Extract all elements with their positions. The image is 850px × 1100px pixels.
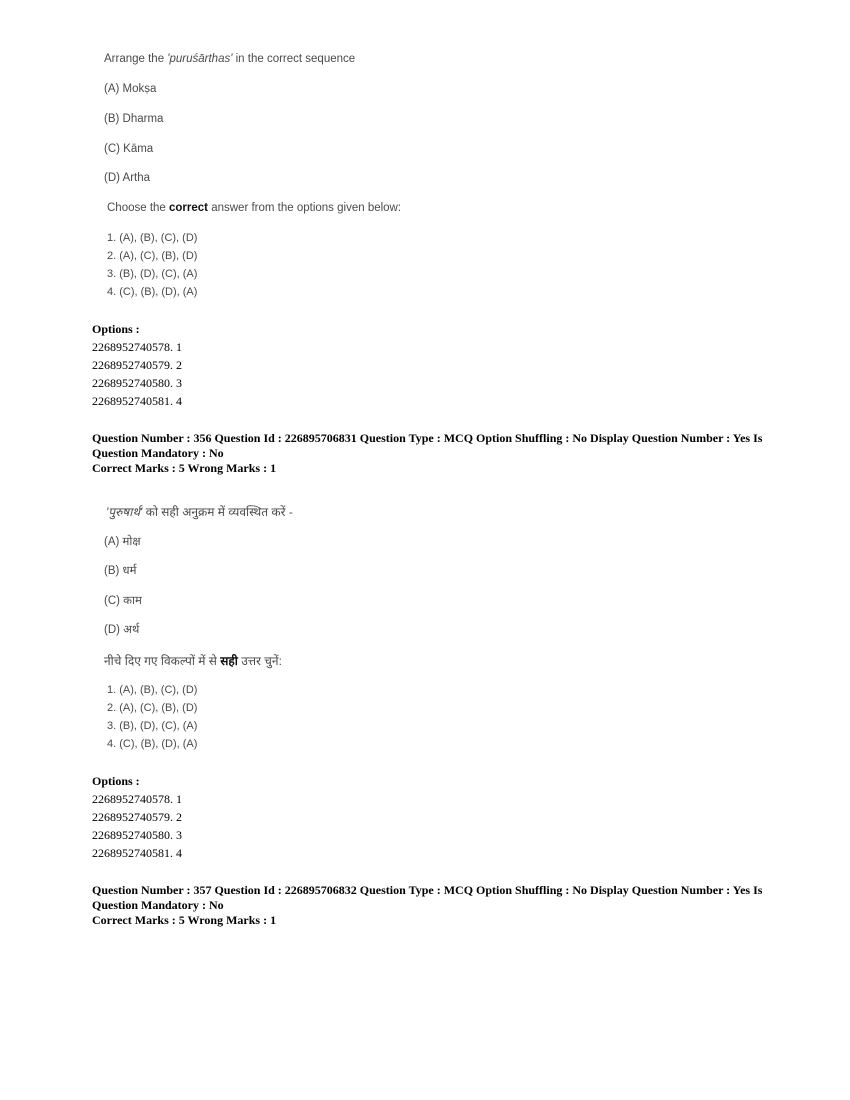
question-357-marks: Correct Marks : 5 Wrong Marks : 1: [92, 913, 277, 927]
option-code-4: 2268952740581. 4: [92, 846, 182, 860]
choice-1: 1. (A), (B), (C), (D): [107, 684, 198, 696]
question-355-item-d: (D) Artha: [104, 172, 151, 184]
question-356-item-a: (A) मोक्ष: [104, 536, 141, 548]
question-356-item-c: (C) काम: [104, 595, 142, 607]
question-356-item-b: (B) धर्म: [104, 565, 137, 577]
option-code-3: 2268952740580. 3: [92, 828, 182, 842]
question-356-options-label: Options :: [92, 774, 140, 788]
question-356-choices: [107, 681, 197, 753]
question-356-instruction: नीचे दिए गए विकल्पों में से सही उत्तर चुनें:: [104, 654, 282, 668]
choice-1: 1. (A), (B), (C), (D): [107, 232, 198, 244]
question-355-choices: [107, 229, 197, 301]
option-code-1: 2268952740578. 1: [92, 340, 182, 354]
choice-2: 2. (A), (C), (B), (D): [107, 702, 198, 714]
choice-3: 3. (B), (D), (C), (A): [107, 720, 198, 732]
question-355-item-b: (B) Dharma: [104, 113, 164, 125]
option-code-2: 2268952740579. 2: [92, 358, 182, 372]
question-355-item-c: (C) Kāma: [104, 143, 154, 155]
question-356-meta: Question Number : 356 Question Id : 226895706831 Question Type : MCQ Option Shuffling : No Display Question Number : Yes Is Question Mandatory : No: [92, 431, 763, 460]
question-355-instruction: Choose the correct answer from the options given below:: [107, 202, 402, 214]
question-356-marks: Correct Marks : 5 Wrong Marks : 1: [92, 461, 277, 475]
question-356-item-d: (D) अर्थ: [104, 624, 140, 636]
question-355-stem: Arrange the 'puruśārthas' in the correct sequence: [104, 53, 356, 65]
question-357-meta: Question Number : 357 Question Id : 226895706832 Question Type : MCQ Option Shuffling : No Display Question Number : Yes Is Question Mandatory : No: [92, 883, 763, 912]
choice-2: 2. (A), (C), (B), (D): [107, 250, 198, 262]
option-code-3: 2268952740580. 3: [92, 376, 182, 390]
choice-4: 4. (C), (B), (D), (A): [107, 286, 198, 298]
choice-4: 4. (C), (B), (D), (A): [107, 738, 198, 750]
question-356-stem: 'पुरुषार्थ' को सही अनुक्रम में व्यवस्थित करें -: [106, 505, 293, 519]
option-code-1: 2268952740578. 1: [92, 792, 182, 806]
question-355-options-label: Options :: [92, 322, 140, 336]
choice-3: 3. (B), (D), (C), (A): [107, 268, 198, 280]
option-code-2: 2268952740579. 2: [92, 810, 182, 824]
option-code-4: 2268952740581. 4: [92, 394, 182, 408]
question-355-item-a: (A) Mokṣa: [104, 83, 157, 95]
